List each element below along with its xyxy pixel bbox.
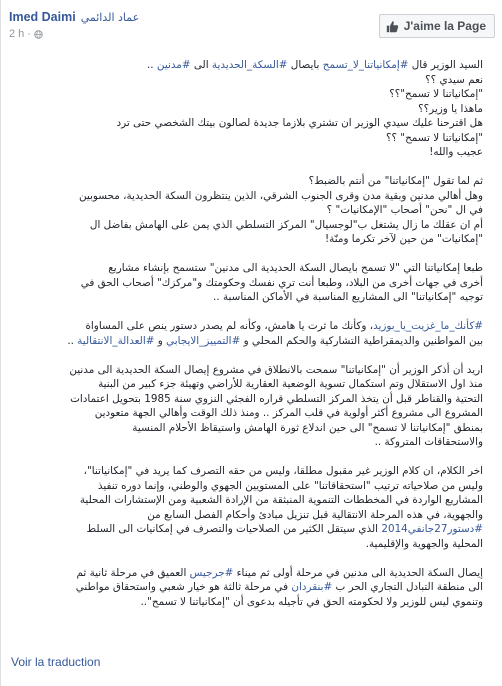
post-text-line: ماهذا يا وزير؟؟ <box>418 102 483 115</box>
post-paragraph <box>11 464 483 551</box>
post-text-line: عجيب والله! <box>429 146 483 158</box>
post-text-line: التحتية والقناطر قبل أن يتخذ المركز التسلطي قراره الفجئي النزوي سنة 1985 بتحويل اعتمادات <box>70 392 483 405</box>
hashtag-link[interactable]: #إمكانياتنا_لا_تسمح <box>322 59 409 71</box>
post-text-line: أخرى في جهات أخرى من البلاد، وطبعا أنت تري نفسك وحكومتك و"مركزك" أصحاب الحق في <box>80 276 483 289</box>
post-text-line: المشروع الى مشروع أكثر أولوية في قلب المركز .. ومنذ ذلك الوقت وأهالي الجهة متعودين <box>94 407 483 419</box>
post-text-line: أم ان عقلك ما زال يشتغل ب"لوجسيال" المركز التسلطي الذي يمن على الهامش بفاضل ال <box>89 218 483 231</box>
post-text-line: منذ اول الاستقلال وتم استكمال تسوية الوضعية العقارية للأراضي وتهيئة جزء كبير من البنية <box>98 378 483 390</box>
like-page-label: J'aime la Page <box>403 19 486 33</box>
post-text-line: بين المواطنين والديمقراطية التشاركية والحكم المحلي و #التمييز_الايجابي و #العدالة_الانتقالية .. <box>67 334 483 347</box>
hashtag-link[interactable]: #التمييز_الايجابي <box>166 334 241 347</box>
post-paragraph <box>11 319 483 348</box>
meta-separator: · <box>27 28 31 40</box>
post-text-line: المحلية والجهوية والإقليمية. <box>365 537 483 550</box>
post-text-line: "إمكانياتنا لا تسمح" ؟؟ <box>385 131 483 144</box>
post-text-line: "إمكانيات" من حين لآخر تكرما ومنّة! <box>325 233 483 245</box>
post-text-line: "إمكانياتنا لا تسمح"؟؟ <box>389 88 483 100</box>
post-text-line: في ال "نحن" أصحاب "الإمكانيات" ؟ <box>326 204 483 216</box>
post-text-line: نعم سيدي ؟؟ <box>425 73 483 86</box>
hashtag-link[interactable]: #بنقردان <box>291 581 333 593</box>
see-translation-link[interactable]: Voir la traduction <box>11 655 101 669</box>
post-text-line: المشاريع الواردة في المخططات التنموية المنبثقة من الإرادة الشعبية ومن الإستشارات المحلية <box>79 494 483 506</box>
post-paragraph <box>11 566 483 610</box>
post-text-line: اريد أن أذكر الوزير أن "إمكانياتنا" سمحت بالانطلاق في مشروع إيصال السكة الحديدية الى مدنين <box>69 363 483 376</box>
author-name-link[interactable]: Imed Daimi <box>9 10 76 24</box>
post-body <box>11 58 483 609</box>
post-text-line: الى منطقة التبادل التجاري الحر ب #بنقردان في مرحلة ثالثة هو خيار شعبي واستحقاق مواطني <box>75 581 483 593</box>
post-paragraph <box>11 363 483 450</box>
hashtag-link[interactable]: #مدنين <box>156 59 191 71</box>
post-text-line: اخر الكلام، ان كلام الوزير غير مقبول مطلقا، وليس من حقه التصرف كما يريد في "إمكانياتنا"، <box>83 465 483 477</box>
post-author <box>9 10 139 24</box>
post-meta <box>9 28 43 40</box>
post-text-line: ثم لما تقول "إمكانياتنا" من أنتم بالضبط؟ <box>308 175 483 187</box>
post-timestamp[interactable]: 2 h <box>9 28 25 40</box>
post-text-line: والاستحقاقات المتروكة .. <box>374 436 483 448</box>
post-text-line: السيد الوزير قال #إمكانياتنا_لا_تسمح بايصال #السكة_الحديدية الى #مدنين .. <box>146 59 483 71</box>
post-text-line: #كأنك_ما_غزيت_يا_بوزيد، وكأنك ما ثرت يا هامش، وكأنه لم يصدر دستور ينص على المساواة <box>85 320 483 332</box>
post-text-line: توجيه "إمكانياتنا" الى المشاريع المناسبة في الأماكن المناسبة .. <box>213 291 483 303</box>
post-paragraph <box>11 58 483 160</box>
like-page-button[interactable] <box>379 14 495 38</box>
post-header <box>9 8 495 44</box>
post-text-line: هل اقترحنا عليك سيدي الوزير ان تشتري بلازما جديدة لصالون بيتك الشخصي حتى ترد <box>116 117 483 129</box>
author-name-arabic[interactable]: عماد الدائمي <box>80 11 140 24</box>
hashtag-link[interactable]: #دستور27جانفي2014 <box>381 523 483 535</box>
post-text-line: والجهوية، في هذه المرحلة الانتقالية قبل تنزيل مبادئ وأحكام الفصل السابع من <box>147 508 483 521</box>
post-text-line: طبعا إمكانياتنا التي "لا تسمح بايصال السكة الحديدية الى مدنين" ستسمح بإنشاء مشاريع <box>108 262 483 274</box>
post-text-line: بمنطق "إمكانياتنا لا تسمح" الى حين اندلاع ثورة الهامش واستيقاظ الأحلام المنسية <box>132 421 483 434</box>
post-text-line: وهل أهالي مدنين وبقية مدن وقرى الجنوب الشرقي، الذين ينتظرون السكة الحديدية، محسوبين <box>78 189 483 202</box>
post-text-line: وتنموي ليس للوزير ولا لحكومته الحق في تأجيله بدعوى أن "إمكانياتنا لا تسمح".. <box>140 595 483 608</box>
post-text-line: وليس من صلاحياته ترتيب "استحقاقاتنا" على المستويين الجهوي والوطني، وإنما دوره تنفيذ <box>97 479 483 492</box>
hashtag-link[interactable]: #كأنك_ما_غزيت_يا_بوزيد <box>373 320 483 332</box>
hashtag-link[interactable]: #السكة_الحديدية <box>211 59 288 71</box>
post-text-line: #دستور27جانفي2014 الذي سيتقل الكثير من الصلاحيات والتصرف في إمكانيات الى السلط <box>86 523 483 535</box>
globe-icon[interactable] <box>34 30 43 39</box>
thumbs-up-icon <box>386 20 399 33</box>
hashtag-link[interactable]: #العدالة_الانتقالية <box>77 334 155 347</box>
post-paragraph <box>11 261 483 305</box>
post-text-line: إيصال السكة الحديدية الى مدنين في مرحلة أولى ثم ميناء #جرجيس العميق في مرحلة ثانية ثم <box>76 566 483 579</box>
hashtag-link[interactable]: #جرجيس <box>189 566 234 579</box>
post-paragraph <box>11 174 483 247</box>
